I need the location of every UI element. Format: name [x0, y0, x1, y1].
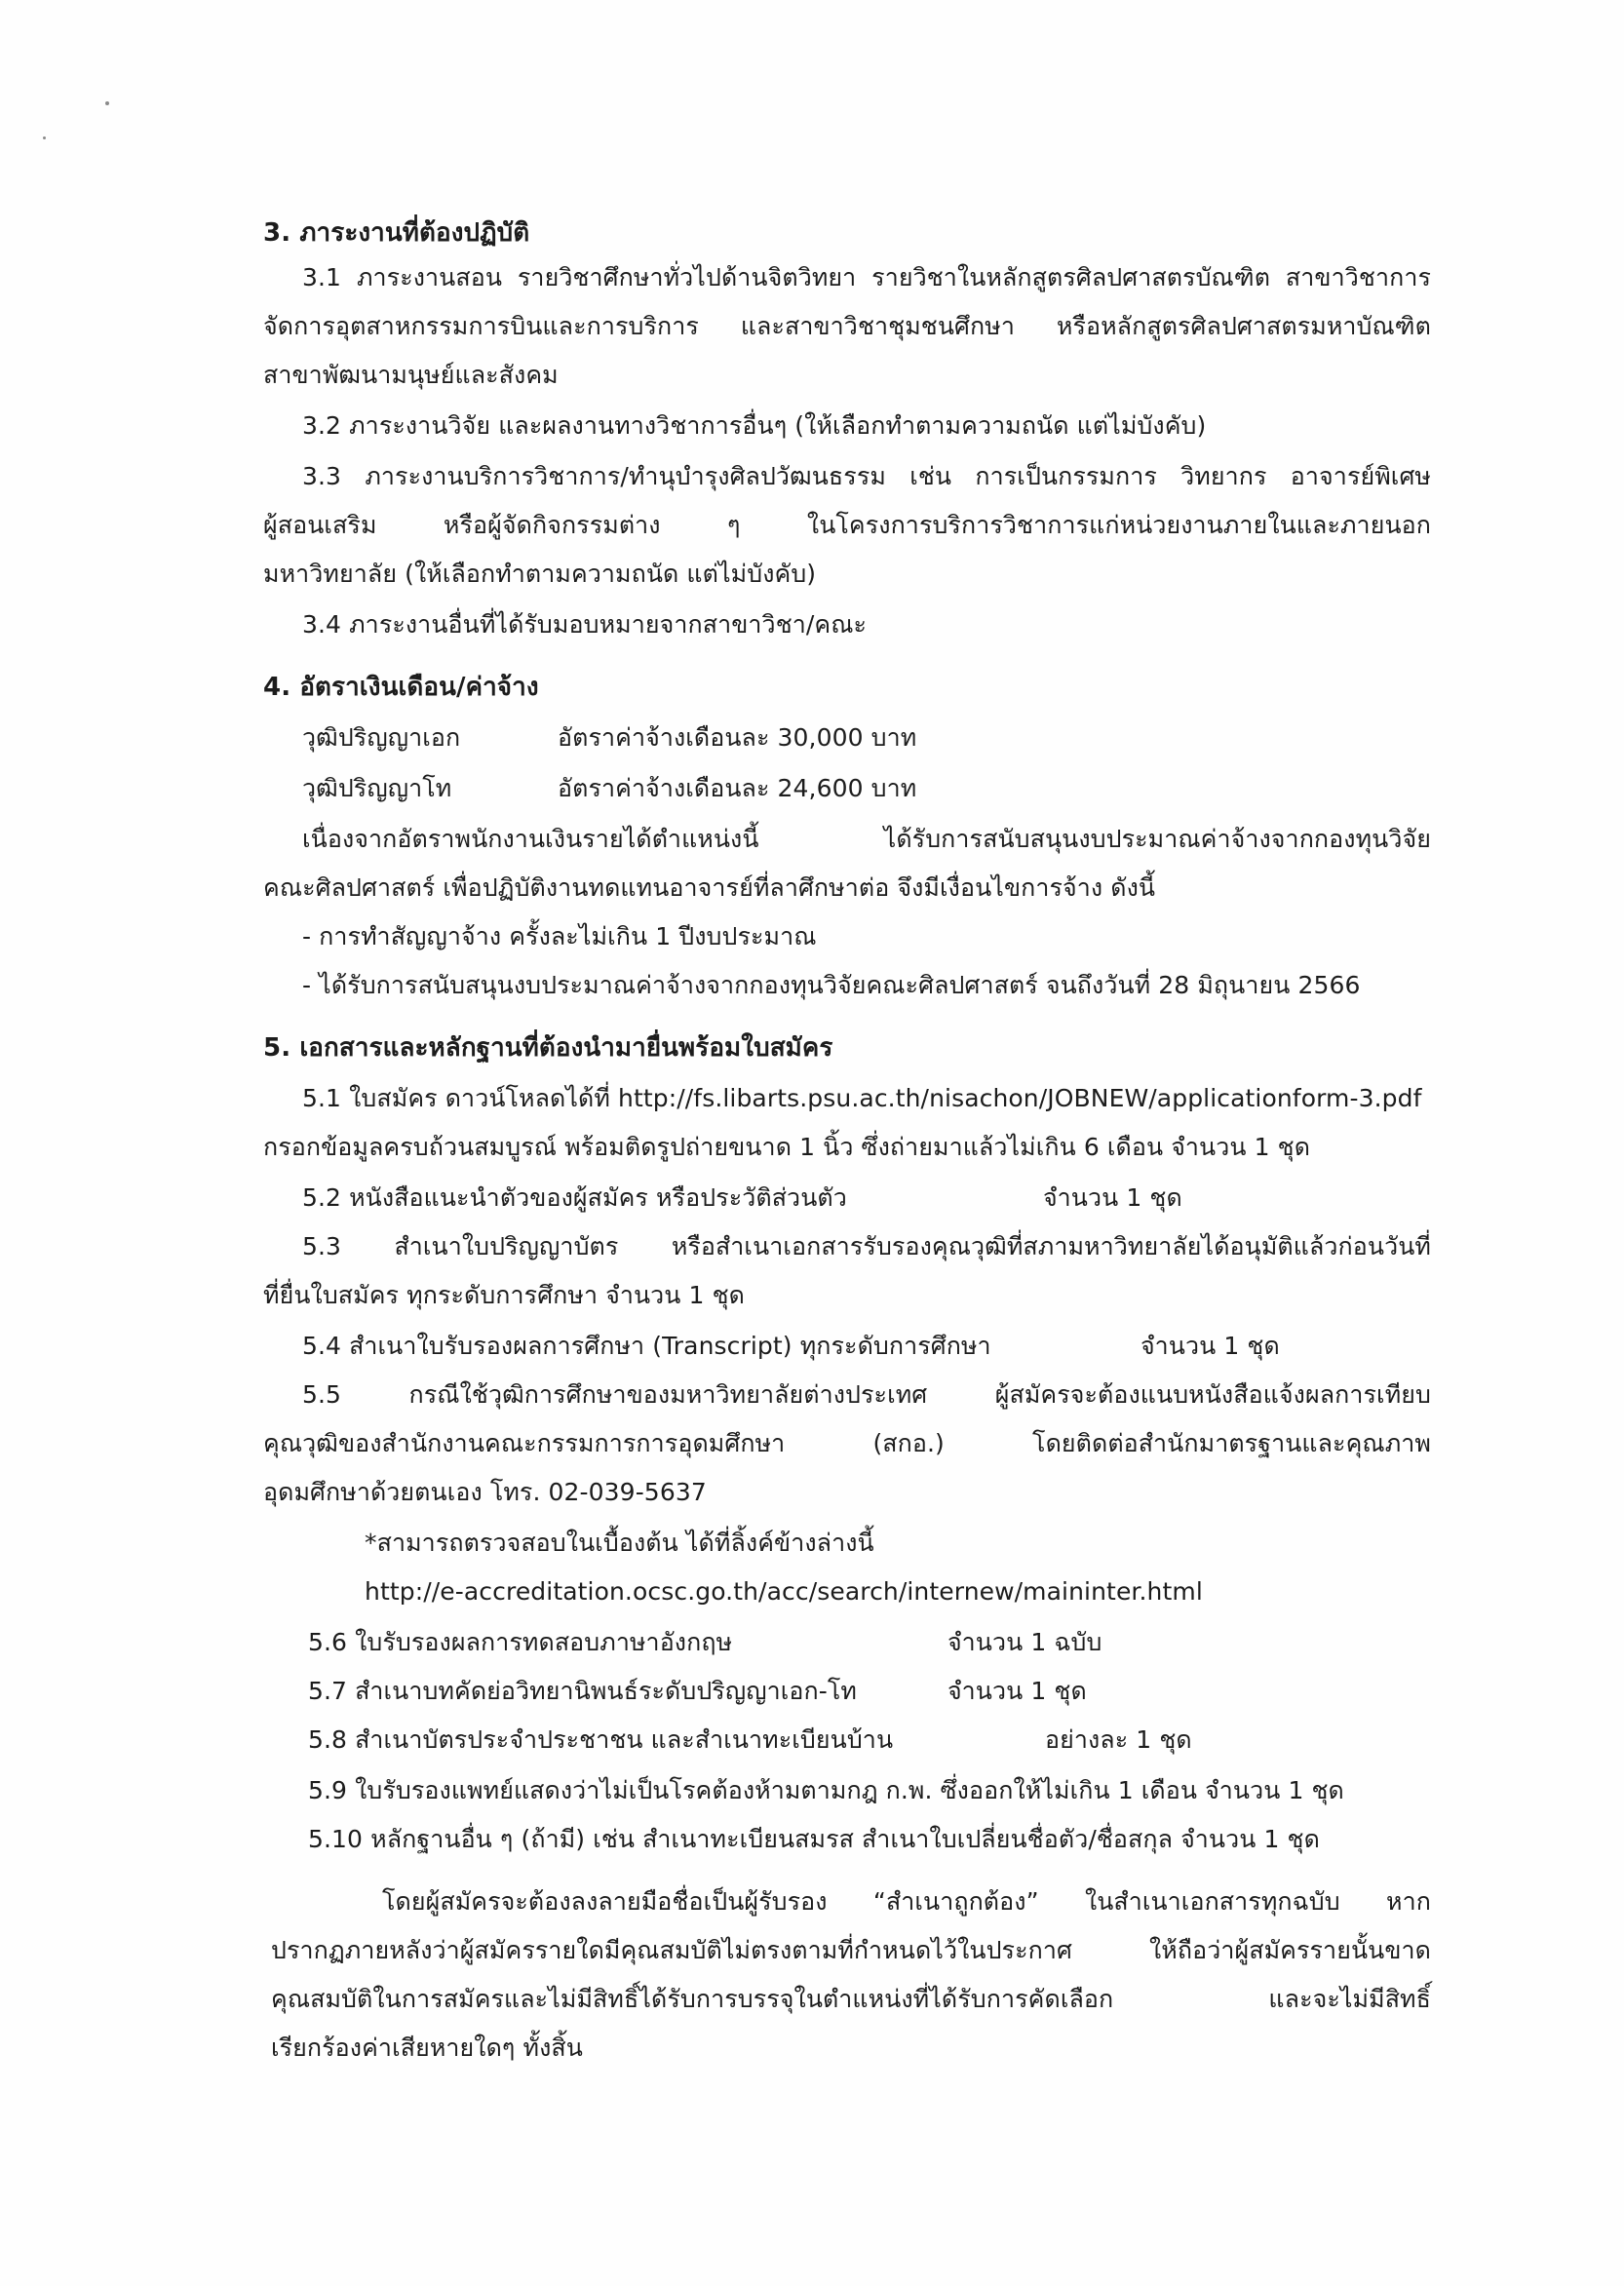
salary-note-line-1: เนื่องจากอัตราพนักงานเงินรายได้ตำแหน่งนี้ ได้รับการสนับสนุนงบประมาณค่าจ้างจากกองทุนวิจัย	[302, 825, 1431, 853]
item-5-2-text: 5.2 หนังสือแนะนำตัวของผู้สมัคร หรือประวัติส่วนตัว	[302, 1183, 847, 1212]
item-3-1-line-3: สาขาพัฒนามนุษย์และสังคม	[263, 361, 559, 389]
item-5-9: 5.9 ใบรับรองแพทย์แสดงว่าไม่เป็นโรคต้องห้ามตามกฎ ก.พ. ซึ่งออกให้ไม่เกิน 1 เดือน จำนวน 1 ชุด	[308, 1776, 1344, 1804]
salary-note-line-2: คณะศิลปศาสตร์ เพื่อปฏิบัติงานทดแทนอาจารย์ที่ลาศึกษาต่อ จึงมีเงื่อนไขการจ้าง ดังนี้	[263, 873, 1156, 902]
rate-value: อัตราค่าจ้างเดือนละ 30,000 บาท	[558, 723, 917, 752]
item-5-6-qty: จำนวน 1 ฉบับ	[947, 1628, 1102, 1656]
degree-label: วุฒิปริญญาเอก	[302, 723, 461, 752]
item-5-10: 5.10 หลักฐานอื่น ๆ (ถ้ามี) เช่น สำเนาทะเบียนสมรส สำเนาใบเปลี่ยนชื่อตัว/ชื่อสกุล จำนวน 1 ชุด	[308, 1825, 1320, 1853]
verification-link[interactable]: http://e-accreditation.ocsc.go.th/acc/search/internew/maininter.html	[365, 1577, 1203, 1606]
item-5-1-line-2: กรอกข้อมูลครบถ้วนสมบูรณ์ พร้อมติดรูปถ่ายขนาด 1 นิ้ว ซึ่งถ่ายมาแล้วไม่เกิน 6 เดือน จำนวน 1 ชุด	[263, 1133, 1311, 1161]
condition-bullet-2: - ได้รับการสนับสนุนงบประมาณค่าจ้างจากกองทุนวิจัยคณะศิลปศาสตร์ จนถึงวันที่ 28 มิถุนายน 2566	[302, 971, 1361, 999]
closing-line-3: คุณสมบัติในการสมัครและไม่มีสิทธิ์ได้รับการบรรจุในตำแหน่งที่ได้รับการคัดเลือก และจะไม่มีสิทธิ์	[271, 1985, 1431, 2013]
section-4-heading: 4. อัตราเงินเดือน/ค่าจ้าง	[263, 673, 539, 702]
item-5-7-qty: จำนวน 1 ชุด	[947, 1677, 1087, 1705]
item-3-3-line-3: มหาวิทยาลัย (ให้เลือกทำตามความถนัด แต่ไม่บังคับ)	[263, 560, 817, 588]
verification-note: *สามารถตรวจสอบในเบื้องต้น ได้ที่ลิ้งค์ข้างล่างนี้	[365, 1529, 874, 1557]
item-3-1-line-1: 3.1 ภาระงานสอน รายวิชาศึกษาทั่วไปด้านจิตวิทยา รายวิชาในหลักสูตรศิลปศาสตรบัณฑิต สาขาวิชาการ	[302, 263, 1431, 291]
item-5-7-text: 5.7 สำเนาบทคัดย่อวิทยานิพนธ์ระดับปริญญาเอก-โท	[308, 1677, 857, 1705]
item-5-5-line-3: อุดมศึกษาด้วยตนเอง โทร. 02-039-5637	[263, 1478, 707, 1506]
item-3-3-line-1: 3.3 ภาระงานบริการวิชาการ/ทำนุบำรุงศิลปวัฒนธรรม เช่น การเป็นกรรมการ วิทยากร อาจารย์พิเศษ	[302, 462, 1431, 490]
degree-label: วุฒิปริญญาโท	[302, 774, 452, 802]
section-5-heading: 5. เอกสารและหลักฐานที่ต้องนำมายื่นพร้อมใบสมัคร	[263, 1033, 833, 1063]
scan-speck	[105, 101, 109, 105]
item-3-3-line-2: ผู้สอนเสริม หรือผู้จัดกิจกรรมต่าง ๆ ในโครงการบริการวิชาการแก่หน่วยงานภายในและภายนอก	[263, 511, 1431, 539]
item-3-1-line-2: จัดการอุตสาหกรรมการบินและการบริการ และสาขาวิชาชุมชนศึกษา หรือหลักสูตรศิลปศาสตรมหาบัณฑิต	[263, 312, 1431, 340]
rate-value: อัตราค่าจ้างเดือนละ 24,600 บาท	[558, 774, 917, 802]
item-5-8-qty: อย่างละ 1 ชุด	[1045, 1725, 1192, 1754]
closing-line-4: เรียกร้องค่าเสียหายใดๆ ทั้งสิ้น	[271, 2034, 583, 2062]
closing-line-1: โดยผู้สมัครจะต้องลงลายมือชื่อเป็นผู้รับรอง “สำเนาถูกต้อง” ในสำเนาเอกสารทุกฉบับ หาก	[382, 1887, 1431, 1916]
item-5-4-text: 5.4 สำเนาใบรับรองผลการศึกษา (Transcript) ทุกระดับการศึกษา	[302, 1332, 991, 1360]
item-3-2: 3.2 ภาระงานวิจัย และผลงานทางวิชาการอื่นๆ (ให้เลือกทำตามความถนัด แต่ไม่บังคับ)	[302, 411, 1207, 440]
scan-speck	[43, 136, 46, 139]
item-3-4: 3.4 ภาระงานอื่นที่ได้รับมอบหมายจากสาขาวิชา/คณะ	[302, 610, 868, 639]
item-5-4-qty: จำนวน 1 ชุด	[1141, 1332, 1280, 1360]
closing-line-2: ปรากฏภายหลังว่าผู้สมัครรายใดมีคุณสมบัติไม่ตรงตามที่กำหนดไว้ในประกาศ ให้ถือว่าผู้สมัครรายนั้นขาด	[271, 1936, 1431, 1964]
item-5-5-line-1: 5.5 กรณีใช้วุฒิการศึกษาของมหาวิทยาลัยต่างประเทศ ผู้สมัครจะต้องแนบหนังสือแจ้งผลการเทียบ	[302, 1380, 1431, 1409]
item-5-6-text: 5.6 ใบรับรองผลการทดสอบภาษาอังกฤษ	[308, 1628, 733, 1656]
section-3-heading: 3. ภาระงานที่ต้องปฏิบัติ	[263, 218, 530, 248]
item-5-1-line-1: 5.1 ใบสมัคร ดาวน์โหลดได้ที่ http://fs.libarts.psu.ac.th/nisachon/JOBNEW/applicationform-3.pdf	[302, 1084, 1422, 1112]
condition-bullet-1: - การทำสัญญาจ้าง ครั้งละไม่เกิน 1 ปีงบประมาณ	[302, 922, 817, 950]
item-5-3-line-1: 5.3 สำเนาใบปริญญาบัตร หรือสำเนาเอกสารรับรองคุณวุฒิที่สภามหาวิทยาลัยได้อนุมัติแล้วก่อนวันที่	[302, 1232, 1431, 1260]
item-5-2-qty: จำนวน 1 ชุด	[1043, 1183, 1182, 1212]
item-5-3-line-2: ที่ยื่นใบสมัคร ทุกระดับการศึกษา จำนวน 1 ชุด	[263, 1281, 745, 1309]
item-5-5-line-2: คุณวุฒิของสำนักงานคณะกรรมการการอุดมศึกษา (สกอ.) โดยติดต่อสำนักมาตรฐานและคุณภาพ	[263, 1429, 1431, 1457]
item-5-8-text: 5.8 สำเนาบัตรประจำประชาชน และสำเนาทะเบียนบ้าน	[308, 1725, 894, 1754]
